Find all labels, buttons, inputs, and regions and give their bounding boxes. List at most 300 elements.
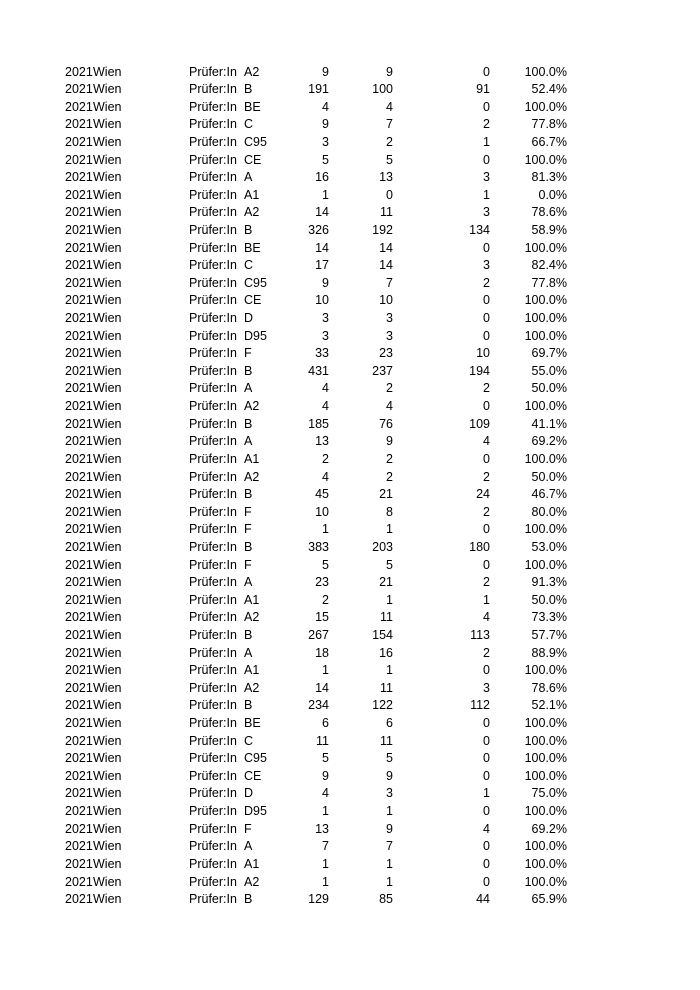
year-cell: 2021 <box>65 82 93 97</box>
total-cell: 4 <box>322 399 329 414</box>
total-cell: 3 <box>322 134 329 149</box>
failed-cell: 0 <box>483 293 490 308</box>
pass-rate-cell: 100.0% <box>524 451 567 466</box>
license-class-cell: A <box>244 839 253 854</box>
failed-cell: 0 <box>483 311 490 326</box>
pass-rate-cell: 69.7% <box>531 346 567 361</box>
year-cell: 2021 <box>65 716 93 731</box>
total-cell: 1 <box>322 187 329 202</box>
city-cell: Wien <box>93 293 122 308</box>
pass-rate-cell: 100.0% <box>524 557 567 572</box>
year-cell: 2021 <box>65 275 93 290</box>
passed-cell: 11 <box>380 205 393 220</box>
table-row <box>0 380 700 398</box>
failed-cell: 2 <box>483 117 490 132</box>
year-cell: 2021 <box>65 839 93 854</box>
role-cell: Prüfer:In <box>189 381 237 396</box>
passed-cell: 1 <box>386 804 393 819</box>
total-cell: 1 <box>322 804 329 819</box>
year-cell: 2021 <box>65 222 93 237</box>
table-row <box>0 680 700 698</box>
license-class-cell: C95 <box>244 751 267 766</box>
year-cell: 2021 <box>65 698 93 713</box>
pass-rate-cell: 66.7% <box>531 134 567 149</box>
role-cell: Prüfer:In <box>189 504 237 519</box>
table-row <box>0 169 700 187</box>
failed-cell: 0 <box>483 64 490 79</box>
role-cell: Prüfer:In <box>189 645 237 660</box>
role-cell: Prüfer:In <box>189 522 237 537</box>
year-cell: 2021 <box>65 469 93 484</box>
passed-cell: 23 <box>379 346 393 361</box>
city-cell: Wien <box>93 610 122 625</box>
license-class-cell: A1 <box>244 187 260 202</box>
role-cell: Prüfer:In <box>189 187 237 202</box>
role-cell: Prüfer:In <box>189 874 237 889</box>
total-cell: 129 <box>308 892 329 907</box>
pass-rate-cell: 46.7% <box>531 487 567 502</box>
city-cell: Wien <box>93 328 122 343</box>
failed-cell: 0 <box>483 768 490 783</box>
passed-cell: 14 <box>379 240 393 255</box>
failed-cell: 1 <box>483 592 490 607</box>
pass-rate-cell: 75.0% <box>531 786 567 801</box>
table-row <box>0 662 700 680</box>
total-cell: 1 <box>322 663 329 678</box>
year-cell: 2021 <box>65 311 93 326</box>
year-cell: 2021 <box>65 751 93 766</box>
table-row <box>0 838 700 856</box>
pass-rate-cell: 100.0% <box>524 328 567 343</box>
total-cell: 5 <box>322 152 329 167</box>
role-cell: Prüfer:In <box>189 117 237 132</box>
pass-rate-cell: 0.0% <box>538 187 567 202</box>
license-class-cell: A1 <box>244 592 260 607</box>
table-row <box>0 557 700 575</box>
passed-cell: 2 <box>386 381 393 396</box>
pass-rate-cell: 50.0% <box>531 592 567 607</box>
total-cell: 4 <box>322 469 329 484</box>
passed-cell: 11 <box>380 733 393 748</box>
passed-cell: 3 <box>386 328 393 343</box>
role-cell: Prüfer:In <box>189 610 237 625</box>
total-cell: 1 <box>322 522 329 537</box>
year-cell: 2021 <box>65 786 93 801</box>
total-cell: 4 <box>322 786 329 801</box>
license-class-cell: B <box>244 82 253 97</box>
year-cell: 2021 <box>65 293 93 308</box>
year-cell: 2021 <box>65 399 93 414</box>
table-row <box>0 240 700 258</box>
failed-cell: 0 <box>483 399 490 414</box>
total-cell: 17 <box>315 258 329 273</box>
total-cell: 11 <box>316 733 329 748</box>
passed-cell: 5 <box>386 557 393 572</box>
license-class-cell: C95 <box>244 275 267 290</box>
table-row <box>0 891 700 909</box>
role-cell: Prüfer:In <box>189 698 237 713</box>
failed-cell: 2 <box>483 469 490 484</box>
license-class-cell: F <box>244 504 252 519</box>
role-cell: Prüfer:In <box>189 856 237 871</box>
passed-cell: 3 <box>386 786 393 801</box>
city-cell: Wien <box>93 99 122 114</box>
license-class-cell: A <box>244 645 253 660</box>
failed-cell: 0 <box>483 522 490 537</box>
table-row <box>0 469 700 487</box>
city-cell: Wien <box>93 134 122 149</box>
passed-cell: 100 <box>372 82 393 97</box>
table-row <box>0 398 700 416</box>
role-cell: Prüfer:In <box>189 275 237 290</box>
passed-cell: 9 <box>386 64 393 79</box>
role-cell: Prüfer:In <box>189 170 237 185</box>
failed-cell: 2 <box>483 645 490 660</box>
city-cell: Wien <box>93 64 122 79</box>
total-cell: 16 <box>315 170 329 185</box>
role-cell: Prüfer:In <box>189 434 237 449</box>
city-cell: Wien <box>93 892 122 907</box>
failed-cell: 0 <box>483 839 490 854</box>
table-row <box>0 768 700 786</box>
table-row <box>0 733 700 751</box>
table-row <box>0 750 700 768</box>
city-cell: Wien <box>93 874 122 889</box>
year-cell: 2021 <box>65 522 93 537</box>
year-cell: 2021 <box>65 733 93 748</box>
passed-cell: 1 <box>386 874 393 889</box>
failed-cell: 0 <box>483 451 490 466</box>
failed-cell: 180 <box>469 539 490 554</box>
city-cell: Wien <box>93 399 122 414</box>
license-class-cell: F <box>244 346 252 361</box>
total-cell: 15 <box>315 610 329 625</box>
year-cell: 2021 <box>65 328 93 343</box>
license-class-cell: B <box>244 698 253 713</box>
year-cell: 2021 <box>65 592 93 607</box>
total-cell: 2 <box>322 451 329 466</box>
pass-rate-cell: 69.2% <box>531 434 567 449</box>
total-cell: 267 <box>308 628 329 642</box>
role-cell: Prüfer:In <box>189 733 237 748</box>
license-class-cell: B <box>244 628 253 642</box>
failed-cell: 2 <box>483 575 490 590</box>
passed-cell: 0 <box>386 187 393 202</box>
role-cell: Prüfer:In <box>189 311 237 326</box>
city-cell: Wien <box>93 786 122 801</box>
failed-cell: 0 <box>483 856 490 871</box>
city-cell: Wien <box>93 557 122 572</box>
pass-rate-cell: 52.4% <box>531 82 567 97</box>
pass-rate-cell: 77.8% <box>531 117 567 132</box>
table-row <box>0 204 700 222</box>
license-class-cell: D95 <box>244 804 267 819</box>
table-row <box>0 645 700 663</box>
passed-cell: 14 <box>379 258 393 273</box>
passed-cell: 11 <box>380 610 393 625</box>
pass-rate-cell: 73.3% <box>531 610 567 625</box>
city-cell: Wien <box>93 804 122 819</box>
city-cell: Wien <box>93 434 122 449</box>
failed-cell: 4 <box>483 821 490 836</box>
pass-rate-cell: 100.0% <box>524 751 567 766</box>
city-cell: Wien <box>93 170 122 185</box>
pass-rate-cell: 100.0% <box>524 522 567 537</box>
city-cell: Wien <box>93 680 122 695</box>
table-row <box>0 275 700 293</box>
total-cell: 185 <box>308 416 329 431</box>
pass-rate-cell: 100.0% <box>524 399 567 414</box>
table-row <box>0 292 700 310</box>
table-row <box>0 785 700 803</box>
license-class-cell: BE <box>244 716 261 731</box>
total-cell: 1 <box>322 856 329 871</box>
table-row <box>0 856 700 874</box>
total-cell: 18 <box>315 645 329 660</box>
failed-cell: 0 <box>483 751 490 766</box>
failed-cell: 1 <box>483 187 490 202</box>
table-row <box>0 416 700 434</box>
role-cell: Prüfer:In <box>189 892 237 907</box>
total-cell: 45 <box>315 487 329 502</box>
total-cell: 23 <box>315 575 329 590</box>
city-cell: Wien <box>93 363 122 378</box>
failed-cell: 2 <box>483 275 490 290</box>
table-row <box>0 539 700 557</box>
license-class-cell: B <box>244 487 253 502</box>
total-cell: 2 <box>322 592 329 607</box>
pass-rate-cell: 100.0% <box>524 839 567 854</box>
pass-rate-cell: 55.0% <box>531 363 567 378</box>
pass-rate-cell: 100.0% <box>524 311 567 326</box>
city-cell: Wien <box>93 504 122 519</box>
license-class-cell: F <box>244 821 252 836</box>
pass-rate-cell: 52.1% <box>531 698 567 713</box>
table-row <box>0 257 700 275</box>
table-row <box>0 116 700 134</box>
table-row <box>0 521 700 539</box>
total-cell: 1 <box>322 874 329 889</box>
passed-cell: 21 <box>379 575 393 590</box>
total-cell: 5 <box>322 557 329 572</box>
role-cell: Prüfer:In <box>189 363 237 378</box>
license-class-cell: A1 <box>244 663 260 678</box>
role-cell: Prüfer:In <box>189 293 237 308</box>
year-cell: 2021 <box>65 99 93 114</box>
passed-cell: 7 <box>386 117 393 132</box>
license-class-cell: A <box>244 170 253 185</box>
total-cell: 7 <box>322 839 329 854</box>
city-cell: Wien <box>93 187 122 202</box>
failed-cell: 3 <box>483 680 490 695</box>
year-cell: 2021 <box>65 874 93 889</box>
pass-rate-cell: 81.3% <box>531 170 567 185</box>
city-cell: Wien <box>93 592 122 607</box>
year-cell: 2021 <box>65 240 93 255</box>
license-class-cell: B <box>244 892 253 907</box>
failed-cell: 194 <box>469 363 490 378</box>
failed-cell: 0 <box>483 152 490 167</box>
license-class-cell: CE <box>244 768 262 783</box>
failed-cell: 0 <box>483 240 490 255</box>
passed-cell: 154 <box>372 628 393 642</box>
role-cell: Prüfer:In <box>189 82 237 97</box>
passed-cell: 76 <box>379 416 393 431</box>
failed-cell: 1 <box>483 134 490 149</box>
role-cell: Prüfer:In <box>189 469 237 484</box>
license-class-cell: A2 <box>244 205 260 220</box>
year-cell: 2021 <box>65 821 93 836</box>
license-class-cell: A2 <box>244 874 260 889</box>
pass-rate-cell: 100.0% <box>524 768 567 783</box>
passed-cell: 4 <box>386 399 393 414</box>
license-class-cell: C <box>244 258 254 273</box>
pass-rate-cell: 78.6% <box>531 205 567 220</box>
table-row <box>0 81 700 99</box>
city-cell: Wien <box>93 645 122 660</box>
passed-cell: 6 <box>386 716 393 731</box>
table-row <box>0 697 700 715</box>
year-cell: 2021 <box>65 187 93 202</box>
total-cell: 5 <box>322 751 329 766</box>
city-cell: Wien <box>93 663 122 678</box>
license-class-cell: F <box>244 522 252 537</box>
year-cell: 2021 <box>65 856 93 871</box>
failed-cell: 0 <box>483 733 490 748</box>
license-class-cell: D <box>244 786 254 801</box>
failed-cell: 91 <box>476 82 490 97</box>
passed-cell: 8 <box>386 504 393 519</box>
role-cell: Prüfer:In <box>189 64 237 79</box>
role-cell: Prüfer:In <box>189 222 237 237</box>
failed-cell: 4 <box>483 610 490 625</box>
pass-rate-cell: 58.9% <box>531 222 567 237</box>
license-class-cell: A <box>244 575 253 590</box>
pass-rate-cell: 100.0% <box>524 293 567 308</box>
passed-cell: 7 <box>386 275 393 290</box>
passed-cell: 122 <box>372 698 393 713</box>
role-cell: Prüfer:In <box>189 839 237 854</box>
role-cell: Prüfer:In <box>189 592 237 607</box>
year-cell: 2021 <box>65 117 93 132</box>
city-cell: Wien <box>93 258 122 273</box>
total-cell: 234 <box>308 698 329 713</box>
role-cell: Prüfer:In <box>189 804 237 819</box>
failed-cell: 24 <box>476 487 490 502</box>
passed-cell: 9 <box>386 768 393 783</box>
pass-rate-cell: 50.0% <box>531 381 567 396</box>
role-cell: Prüfer:In <box>189 821 237 836</box>
passed-cell: 2 <box>386 451 393 466</box>
city-cell: Wien <box>93 416 122 431</box>
total-cell: 383 <box>308 539 329 554</box>
total-cell: 14 <box>315 680 329 695</box>
year-cell: 2021 <box>65 381 93 396</box>
role-cell: Prüfer:In <box>189 240 237 255</box>
table-row <box>0 504 700 522</box>
failed-cell: 0 <box>483 99 490 114</box>
pass-rate-cell: 65.9% <box>531 892 567 907</box>
city-cell: Wien <box>93 628 122 642</box>
total-cell: 9 <box>322 768 329 783</box>
pass-rate-cell: 100.0% <box>524 733 567 748</box>
year-cell: 2021 <box>65 557 93 572</box>
passed-cell: 9 <box>386 434 393 449</box>
passed-cell: 2 <box>386 134 393 149</box>
city-cell: Wien <box>93 539 122 554</box>
total-cell: 9 <box>322 117 329 132</box>
table-row <box>0 345 700 363</box>
year-cell: 2021 <box>65 575 93 590</box>
role-cell: Prüfer:In <box>189 557 237 572</box>
failed-cell: 134 <box>469 222 490 237</box>
table-row <box>0 310 700 328</box>
pass-rate-cell: 100.0% <box>524 874 567 889</box>
license-class-cell: C <box>244 733 254 748</box>
failed-cell: 44 <box>476 892 490 907</box>
total-cell: 13 <box>315 821 329 836</box>
failed-cell: 4 <box>483 434 490 449</box>
city-cell: Wien <box>93 311 122 326</box>
failed-cell: 0 <box>483 716 490 731</box>
city-cell: Wien <box>93 240 122 255</box>
year-cell: 2021 <box>65 768 93 783</box>
year-cell: 2021 <box>65 645 93 660</box>
failed-cell: 0 <box>483 804 490 819</box>
pass-rate-cell: 41.1% <box>531 416 567 431</box>
pass-rate-cell: 100.0% <box>524 663 567 678</box>
role-cell: Prüfer:In <box>189 663 237 678</box>
license-class-cell: A <box>244 381 253 396</box>
city-cell: Wien <box>93 205 122 220</box>
failed-cell: 1 <box>483 786 490 801</box>
passed-cell: 1 <box>386 856 393 871</box>
failed-cell: 0 <box>483 557 490 572</box>
pass-rate-cell: 100.0% <box>524 240 567 255</box>
city-cell: Wien <box>93 733 122 748</box>
city-cell: Wien <box>93 275 122 290</box>
pass-rate-cell: 53.0% <box>531 539 567 554</box>
passed-cell: 85 <box>379 892 393 907</box>
data-table <box>0 64 700 909</box>
license-class-cell: C95 <box>244 134 267 149</box>
city-cell: Wien <box>93 381 122 396</box>
total-cell: 10 <box>315 504 329 519</box>
passed-cell: 5 <box>386 751 393 766</box>
year-cell: 2021 <box>65 134 93 149</box>
city-cell: Wien <box>93 856 122 871</box>
city-cell: Wien <box>93 487 122 502</box>
total-cell: 3 <box>322 328 329 343</box>
pass-rate-cell: 100.0% <box>524 856 567 871</box>
role-cell: Prüfer:In <box>189 751 237 766</box>
license-class-cell: A2 <box>244 469 260 484</box>
city-cell: Wien <box>93 451 122 466</box>
pass-rate-cell: 77.8% <box>531 275 567 290</box>
city-cell: Wien <box>93 698 122 713</box>
license-class-cell: D95 <box>244 328 267 343</box>
total-cell: 9 <box>322 64 329 79</box>
table-row <box>0 363 700 381</box>
role-cell: Prüfer:In <box>189 416 237 431</box>
table-row <box>0 222 700 240</box>
passed-cell: 13 <box>379 170 393 185</box>
city-cell: Wien <box>93 821 122 836</box>
role-cell: Prüfer:In <box>189 539 237 554</box>
table-row <box>0 99 700 117</box>
city-cell: Wien <box>93 768 122 783</box>
role-cell: Prüfer:In <box>189 346 237 361</box>
